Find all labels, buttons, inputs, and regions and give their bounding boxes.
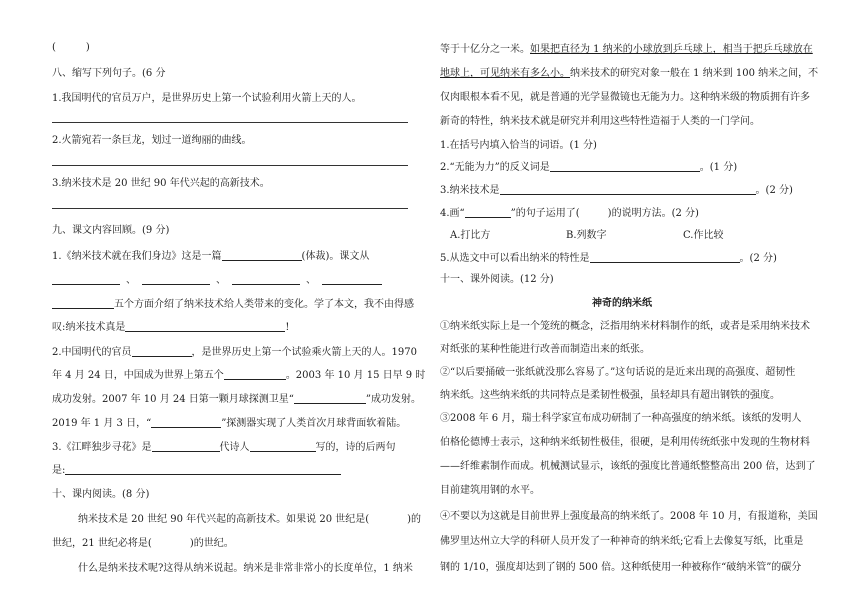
blank[interactable] xyxy=(465,206,511,218)
article-line: ①纳米纸实际上是一个笼统的概念，泛指用纳米材料制作的纸，或者是采用纳米技术 xyxy=(440,321,810,332)
blank[interactable] xyxy=(125,320,285,332)
blank[interactable] xyxy=(151,416,221,428)
blank[interactable] xyxy=(142,273,210,285)
blank[interactable] xyxy=(52,297,114,309)
answer-parenthesis: ( ) xyxy=(52,42,90,53)
article-line: ④不要以为这就是目前世界上强度最高的纳米纸了。2008 年 10 月，有报道称，美国 xyxy=(440,511,818,522)
article-line: 伯格伦德博士表示，这种纳米纸韧性极佳，很硬，是利用传统纸张中发现的生物材料 xyxy=(440,437,810,448)
passage-line7: 新奇的特性，纳米技术就是研究并利用这些特性造福于人类的一门学问。 xyxy=(440,116,760,127)
underlined-sentence: 地球上，可见纳米有多么小。 xyxy=(440,68,570,79)
article-line: 对纸张的某种性能进行改善而制造出来的纸张。 xyxy=(440,344,650,355)
blank[interactable] xyxy=(232,273,300,285)
option-c[interactable]: C.作比较 xyxy=(683,230,724,241)
article-line: 佛罗里达州立大学的科研人员开发了一种神奇的纳米纸;它看上去像复写纸，比重是 xyxy=(440,536,804,547)
q9-3-line1: 3.《江畔独步寻花》是 代诗人 写的，诗的后两句 xyxy=(52,442,396,453)
q9-1-line4: 叹:纳米技术真是 ! xyxy=(52,322,290,333)
answer-line[interactable] xyxy=(52,122,408,123)
option-a[interactable]: A.打比方 xyxy=(450,230,491,241)
q10-2: 2.“无能为力”的反义词是 。(1 分) xyxy=(440,162,738,173)
q8-1: 1.我国明代的官员万户，是世界历史上第一个试验利用火箭上天的人。 xyxy=(52,93,362,104)
article-line: ——纤维素制作而成。机械测试显示，该纸的强度比普通纸整整高出 200 倍，达到了 xyxy=(440,461,816,472)
q10-5: 5.从选文中可以看出纳米的特性是 。(2 分) xyxy=(440,253,777,264)
article-line: ②“以后要捅破一张纸就没那么容易了。”这句话说的是近来出现的高强度、超韧性 xyxy=(440,367,796,378)
option-b[interactable]: B.列数字 xyxy=(566,230,607,241)
blank[interactable] xyxy=(132,345,192,357)
blank[interactable] xyxy=(500,183,756,195)
blank[interactable] xyxy=(294,392,366,404)
section-9-heading: 九、课文内容回顾。(9 分) xyxy=(52,225,170,236)
q9-1-line2: 、 、 、 xyxy=(52,273,382,287)
blank[interactable] xyxy=(152,440,220,452)
q8-2: 2.火箭宛若一条巨龙，划过一道绚丽的曲线。 xyxy=(52,135,252,146)
passage-line2: 世纪，21 世纪必将是( )的世纪。 xyxy=(52,538,234,549)
article-title: 神奇的纳米纸 xyxy=(592,298,652,309)
article-line: ③2008 年 6 月，瑞士科学家宣布成功研制了一种高强度的纳米纸。该纸的发明人 xyxy=(440,413,802,424)
article-line: 钢的 1/10，强度却达到了钢的 500 倍。这种纸使用一种被称作“破纳米管”的碳分 xyxy=(440,562,802,573)
q9-1-line3: 五个方面介绍了纳米技术给人类带来的变化。学了本文，我不由得感 xyxy=(52,297,414,311)
blank[interactable] xyxy=(322,273,382,285)
answer-line[interactable] xyxy=(52,208,408,209)
q9-2-line2: 年 4 月 24 日，中国成为世界上第五个 。2003 年 10 月 15 日早 9 时 xyxy=(52,370,426,381)
passage-line5: 地球上，可见纳米有多么小。纳米技术的研究对象一般在 1 纳米到 100 纳米之间，不 xyxy=(440,68,819,79)
passage-line4: 等于十亿分之一米。如果把直径为 1 纳米的小球放到乒乓球上，相当于把乒乓球放在 xyxy=(440,44,813,55)
section-11-heading: 十一、课外阅读。(12 分) xyxy=(440,274,554,285)
underlined-sentence: 如果把直径为 1 纳米的小球放到乒乓球上，相当于把乒乓球放在 xyxy=(530,44,813,55)
q10-1: 1.在括号内填入恰当的词语。(1 分) xyxy=(440,140,597,151)
article-line: 目前建筑用钢的水平。 xyxy=(440,485,540,496)
answer-line[interactable] xyxy=(52,165,408,166)
blank[interactable] xyxy=(65,463,341,475)
section-8-heading: 八、缩写下列句子。(6 分 xyxy=(52,68,166,79)
blank[interactable] xyxy=(224,368,286,380)
blank[interactable] xyxy=(52,273,120,285)
section-10-heading: 十、课内阅读。(8 分) xyxy=(52,489,150,500)
blank[interactable] xyxy=(590,251,740,263)
q9-2-line1: 2.中国明代的官员 ，是世界历史上第一个试验乘火箭上天的人。1970 xyxy=(52,347,417,358)
q8-3: 3.纳米技术是 20 世纪 90 年代兴起的高新技术。 xyxy=(52,178,270,189)
q9-1-line1: 1.《纳米技术就在我们身边》这是一篇 (体裁)。课文从 xyxy=(52,251,370,262)
q10-3: 3.纳米技术是 。(2 分) xyxy=(440,185,793,196)
passage-line6: 仅肉眼根本看不见，就是普通的光学显微镜也无能为力。这种纳米级的物质拥有许多 xyxy=(440,92,810,103)
blank[interactable] xyxy=(222,249,302,261)
blank[interactable] xyxy=(550,160,700,172)
q9-2-line3: 成功发射。2007 年 10 月 24 日第一颗月球探测卫星“ ”成功发射。 xyxy=(52,394,422,405)
q9-3-line2: 是: xyxy=(52,463,341,477)
passage-line1: 纳米技术是 20 世纪 90 年代兴起的高新技术。如果说 20 世纪是( )的 xyxy=(78,514,422,525)
q10-4: 4.画“ ”的句子运用了( )的说明方法。(2 分) xyxy=(440,208,699,219)
passage-line3: 什么是纳米技术呢?这得从纳米说起。纳米是非常非常小的长度单位，1 纳米 xyxy=(78,563,413,574)
article-line: 纳米纸。这些纳米纸的共同特点是柔韧性极强，虽轻却具有超出钢铁的强度。 xyxy=(440,390,780,401)
blank[interactable] xyxy=(250,440,316,452)
q9-2-line4: 2019 年 1 月 3 日，“ ”探测器实现了人类首次月球背面软着陆。 xyxy=(52,418,407,429)
